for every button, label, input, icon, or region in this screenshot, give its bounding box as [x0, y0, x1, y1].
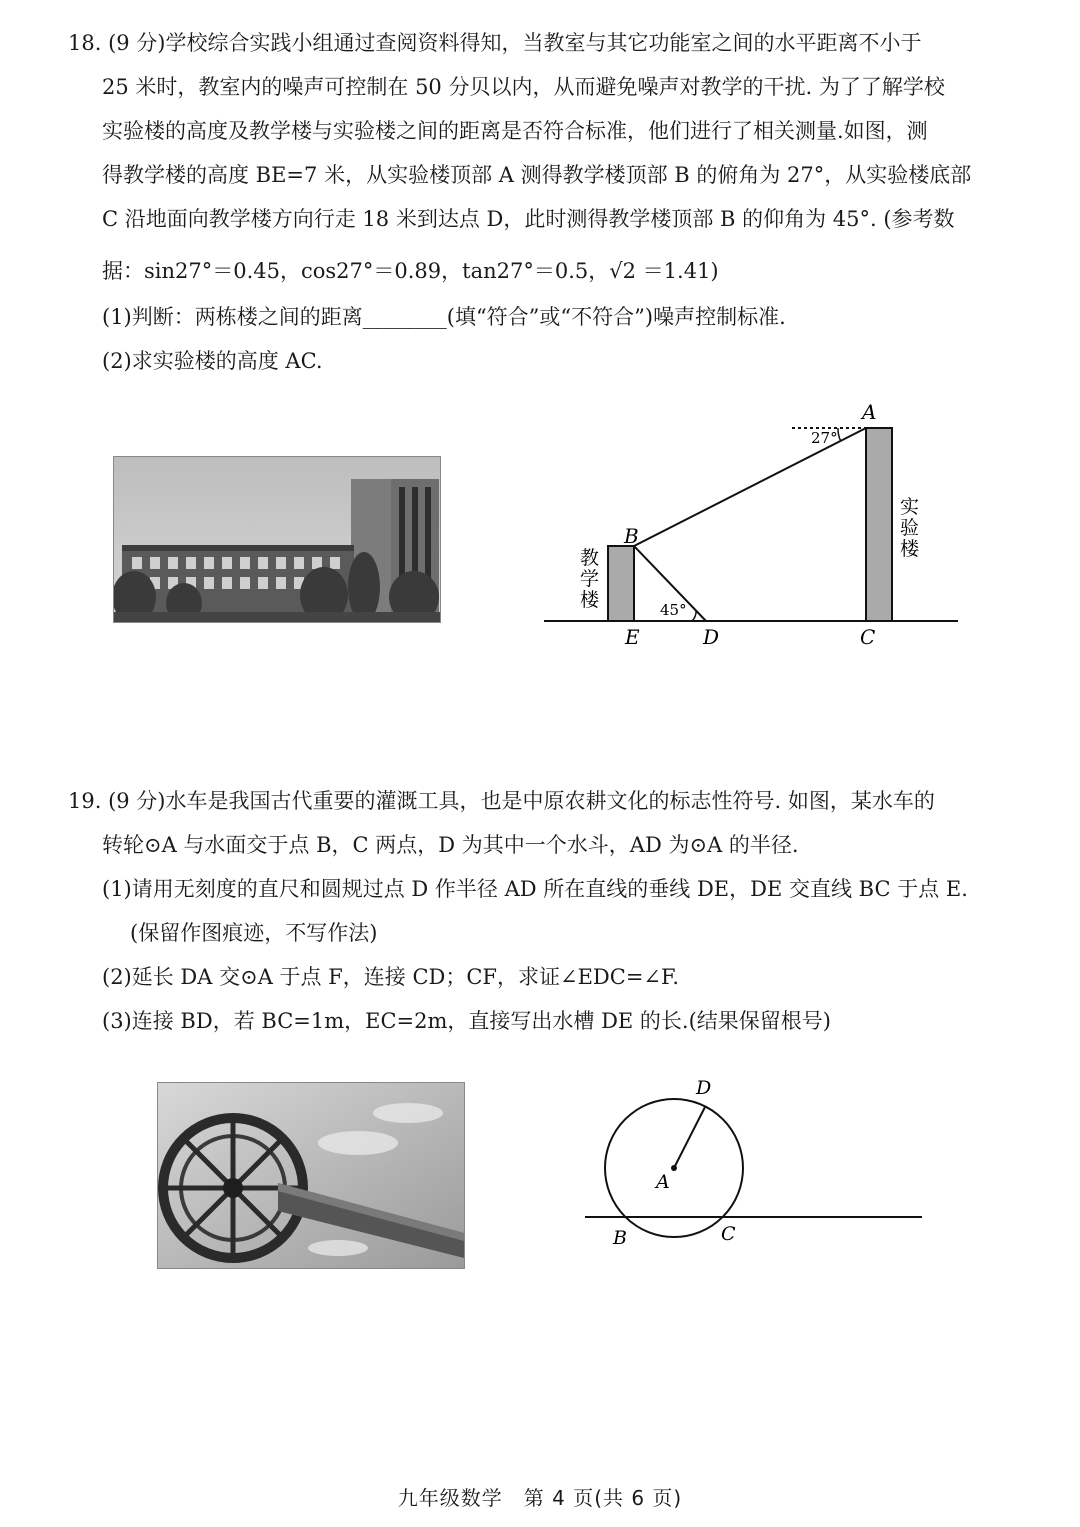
point-b-label: B	[624, 524, 639, 548]
q19-part-3: (3)连接 BD，若 BC=1m，EC=2m，直接写出水槽 DE 的长.(结果保留根号)	[102, 1009, 831, 1033]
center-point-a	[671, 1165, 677, 1171]
q19-part-1: (1)请用无刻度的直尺和圆规过点 D 作半径 AD 所在直线的垂线 DE，DE 交直线 BC 于点 E.	[102, 877, 968, 901]
point-d-label: D	[703, 625, 720, 649]
waterwheel-photo-image	[158, 1083, 464, 1268]
angle-27-label: 27°	[811, 429, 838, 447]
q19-line-1: 19. (9 分)水车是我国古代重要的灌溉工具，也是中原农耕文化的标志性符号. 如图，某水车的	[68, 789, 935, 813]
q18-line-6: 据：sin27°＝0.45，cos27°＝0.89，tan27°＝0.5，√2 ＝1.41)	[102, 259, 719, 283]
q19-diagram	[580, 1072, 930, 1257]
q18-line-4: 得教学楼的高度 BE=7 米，从实验楼顶部 A 测得教学楼顶部 B 的俯角为 27°，从实验楼底部	[102, 163, 972, 187]
lab-building-char-1: 实	[900, 496, 920, 518]
q18-part-2: (2)求实验楼的高度 AC.	[102, 349, 323, 373]
buildings-photo	[113, 456, 441, 623]
q18-line-5: C 沿地面向教学楼方向行走 18 米到达点 D，此时测得教学楼顶部 B 的仰角为 45°. (参考数	[102, 207, 955, 231]
q19-part-2: (2)延长 DA 交⊙A 于点 F，连接 CD；CF，求证∠EDC=∠F.	[102, 965, 679, 989]
q19-line-2: 转轮⊙A 与水面交于点 B，C 两点，D 为其中一个水斗，AD 为⊙A 的半径.	[102, 833, 799, 857]
angle-45-arc	[692, 611, 696, 621]
q18-line-2: 25 米时，教室内的噪声可控制在 50 分贝以内，从而避免噪声对教学的干扰. 为了了解学校	[102, 75, 945, 99]
q18-part-1: (1)判断：两栋楼之间的距离________(填“符合”或“不符合”)噪声控制标准.	[102, 305, 786, 329]
buildings-photo-image	[114, 457, 440, 622]
q18-line-1: 18. (9 分)学校综合实践小组通过查阅资料得知，当教室与其它功能室之间的水平距离不小于	[68, 31, 922, 55]
q18-line-3: 实验楼的高度及教学楼与实验楼之间的距离是否符合标准，他们进行了相关测量.如图，测	[102, 119, 928, 143]
point-c-label: C	[721, 1223, 736, 1245]
q19-part-1-note: (保留作图痕迹，不写作法)	[130, 921, 378, 945]
q18-diagram	[540, 398, 970, 653]
point-c-label: C	[860, 625, 876, 649]
point-b-label: B	[613, 1227, 627, 1249]
waterwheel-photo	[157, 1082, 465, 1269]
teaching-building-char-1: 教	[580, 547, 600, 569]
lab-building	[866, 428, 892, 621]
angle-45-label: 45°	[660, 601, 687, 619]
teaching-building	[608, 546, 634, 621]
point-a-label: A	[656, 1171, 670, 1193]
teaching-building-char-2: 学	[580, 568, 600, 590]
teaching-building-char-3: 楼	[580, 589, 600, 611]
point-a-label: A	[862, 400, 877, 424]
lab-building-char-2: 验	[900, 517, 920, 539]
lab-building-char-3: 楼	[900, 538, 920, 560]
angle-27-arc	[838, 428, 841, 441]
point-e-label: E	[625, 625, 640, 649]
point-d-label: D	[696, 1077, 712, 1099]
page-footer: 九年级数学 第 4 页(共 6 页)	[397, 1486, 683, 1510]
radius-ad	[674, 1107, 705, 1168]
